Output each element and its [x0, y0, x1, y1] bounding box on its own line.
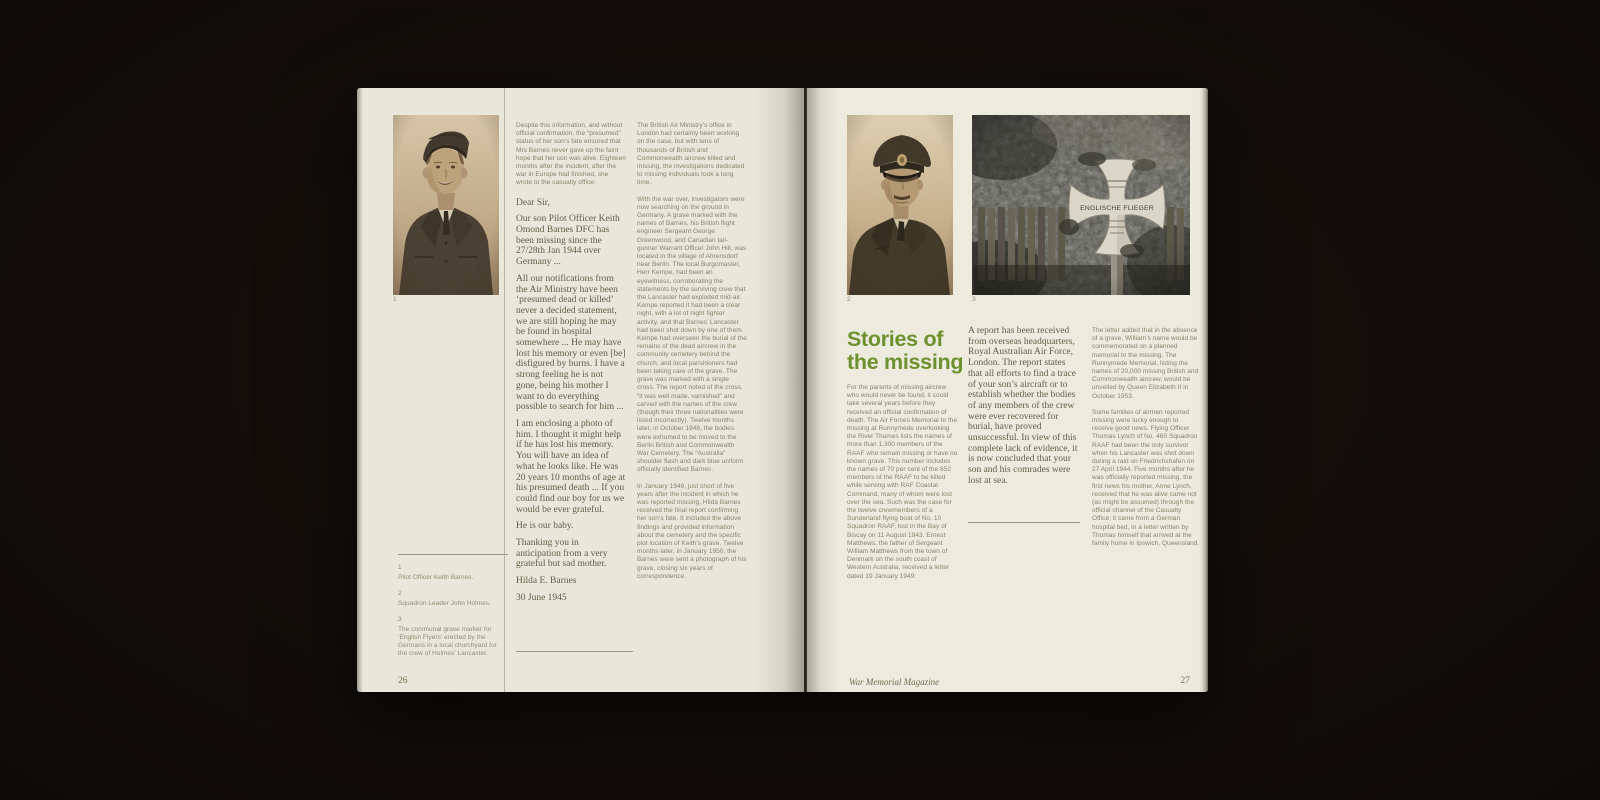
- caption-text: Pilot Officer Keith Barnes.: [398, 574, 474, 581]
- heading-line: Stories of: [847, 327, 944, 351]
- paragraph: With the war over, investigators were now searching on the ground in Germany. A grave marked with the names of Barnes, his British flight engineer Sergeant George Greenwood, and Canadian tail-gunner Warrant Officer John Hill, was located in the village of Ahrensdorf near Berlin. The local Burgomaster, Herr Kempe, had been an eyewitness, corroborating the statements by the surviving crew that the Lancaster had exploded mid-air. Kempe reported it had been a clear night, with a lot of night fighter activity, and that Barnes’ Lancaster had been shot down by one of them. Kempe had overseen the burial of the remains of the dead aircrew in the community cemetery behind the church, and local parishioners had been taking care of the grave. The grave was marked with a single cross. The report noted of the cross, “it was well made, varnished” and carved with the names of the crew (though their three nationalities were listed incorrectly). Twelve months later, in October 1948, the bodies were exhumed to be moved to the Berlin British and Commonwealth War Cemetery. The “Australia” shoulder flash and dark blue uniform officially identified Barnes.: [637, 195, 747, 474]
- paragraph: He is our baby.: [516, 521, 574, 532]
- page-right: [806, 88, 1208, 692]
- magazine-footer-title: War Memorial Magazine: [849, 677, 940, 687]
- spine: [804, 88, 807, 692]
- photo-grave-marker: [972, 115, 1190, 295]
- heading-line: the missing: [847, 349, 964, 374]
- paragraph: Despite this information, and without official confirmation, the “presumed” status of her son’s fate ensured that Mrs Barnes never gave up the faint hope that her son was alive. Eighteen months after the incident, after the war in Europe had finished, she wrote to the casualty office:: [516, 122, 626, 187]
- caption-item: [398, 616, 506, 658]
- page-number-right: 27: [1180, 676, 1190, 686]
- caption-item: [398, 564, 506, 582]
- caption-item: [398, 590, 506, 608]
- right-column-a: [847, 384, 959, 581]
- caption-text: Squadron Leader John Holmes.: [398, 600, 491, 607]
- paragraph: Hilda E. Barnes: [516, 576, 577, 587]
- quote-end-rule: [968, 522, 1080, 523]
- intro-paragraph: [516, 122, 626, 188]
- letter-end-rule: [516, 651, 633, 652]
- paragraph: A report has been received from overseas headquarters, Royal Australian Air Force, London. The report states that all efforts to find a trace of your son’s aircraft or to establish whether the bodies of any members of the crew were ever recovered for burial, have proved unsuccessful. In view of this complete lack of evidence, it is now concluded that your son and his comrades were lost at sea.: [968, 326, 1078, 486]
- photo-keith-barnes: [393, 115, 499, 295]
- article-heading: [847, 328, 977, 373]
- magazine-spread: [357, 88, 1208, 692]
- caption-text: The communal grave marker for ‘English Flyers’ erected by the Germans in a local churchyard for the crew of Holmes’ Lancaster.: [398, 626, 497, 657]
- john-holmes-portrait-illustration: [847, 115, 953, 295]
- caption-number: 2: [398, 590, 402, 597]
- page-left: [357, 88, 806, 692]
- caption-list: [398, 556, 506, 658]
- paragraph: I am enclosing a photo of him. I thought it might help if he has lost his memory. You will have an idea of what he looks like. He was 20 years 10 months of age at his presumed death ... If you could find our boy for us we would be ever grateful.: [516, 418, 626, 515]
- keith-barnes-portrait-illustration: [393, 115, 499, 295]
- paragraph: Our son Pilot Officer Keith Omond Barnes DFC has been missing since the 27/28th Jan 1944 over Germany ...: [516, 214, 620, 268]
- paragraph: Thanking you in anticipation from a very grateful but sad mother.: [516, 538, 608, 570]
- paragraph: The British Air Ministry’s office in London had certainly been working on the case, but with tens of thousands of British and Commonwealth aircrew killed and missing, the investigations dedicated to missing individuals took a long time.: [637, 122, 745, 187]
- paragraph: The letter added that in the absence of a grave, William’s name would be commemorated on a planned memorial to the missing. The Runnymede Memorial, listing the names of 20,000 missing British and Commonwealth aircrew, would be unveiled by Queen Elizabeth II in October 1953.: [1092, 327, 1199, 400]
- grave-marker-illustration: [972, 115, 1190, 295]
- left-column-body: [637, 122, 747, 581]
- paragraph: All our notifications from the Air Ministry have been ‘presumed dead or killed’ never a decided statement, we are still hoping he may be found in hospital somewhere ... He may have lost his memory or even [be] disfigured by burns. I have a strong feeling he is not gone, being his mother I want to do everything possible to search for him ...: [516, 273, 626, 413]
- caption-number: 1: [398, 564, 402, 571]
- paragraph: For the parents of missing aircrew who would never be found, it could take several years before they received an official confirmation of death. The Air Forces Memorial to the missing at Runnymede overlooking the River Thames lists the names of more than 1,300 members of the RAAF who remain missing or have no known grave. This number includes the names of 70 per cent of the 652 members of the RAAF to be killed while serving with RAF Coastal Command, many of whom were lost over the sea. Such was the case for the twelve crewmembers of a Sunderland flying boat of No. 10 Squadron RAAF, lost in the Bay of Biscay on 11 August 1943. Ernest Matthews, the father of Sergeant William Matthews from the town of Denmark on the south coast of Western Australia, received a letter dated 19 January 1949:: [847, 384, 958, 580]
- paragraph: 30 June 1945: [516, 592, 567, 603]
- right-column-letter-quote: [968, 326, 1080, 487]
- right-column-c: [1092, 327, 1200, 548]
- photo-marker-1: 1: [393, 296, 397, 303]
- paragraph: In January 1949, just short of five years after the incident in which he was reported missing, Hilda Barnes received the final report confirming her son’s fate. It included the above findings and provided information about the cemetery and the specific plot location of Keith’s grave. Twelve months later, in January 1950, the Barnes were sent a photograph of his grave, closing six years of correspondence.: [637, 482, 747, 580]
- page-number-left: 26: [398, 676, 408, 686]
- photo-marker-3: 3: [972, 296, 976, 303]
- photo-john-holmes: [847, 115, 953, 295]
- photo-marker-2: 2: [847, 296, 851, 303]
- left-column-letter: [516, 122, 626, 604]
- caption-number: 3: [398, 616, 402, 623]
- letter-from-hilda-barnes: [516, 198, 626, 604]
- paragraph: Dear Sir,: [516, 197, 550, 208]
- paragraph: Some families of airmen reported missing were lucky enough to receive good news. Flying Officer Thomas Lynch of No. 460 Squadron RAAF had been the only survivor when his Lancaster was shot down during a raid on Friedrichshafen on 27 April 1944. Five months after he was officially reported missing, the first news his mother, Anne Lynch, received that he was alive came not (as might be assumed) through the official channel of the Casualty Office; it came from a German hospital bed, in a letter written by Thomas himself that arrived at the family home in Ipswich, Queensland.: [1092, 408, 1200, 548]
- captions-rule: [398, 554, 508, 555]
